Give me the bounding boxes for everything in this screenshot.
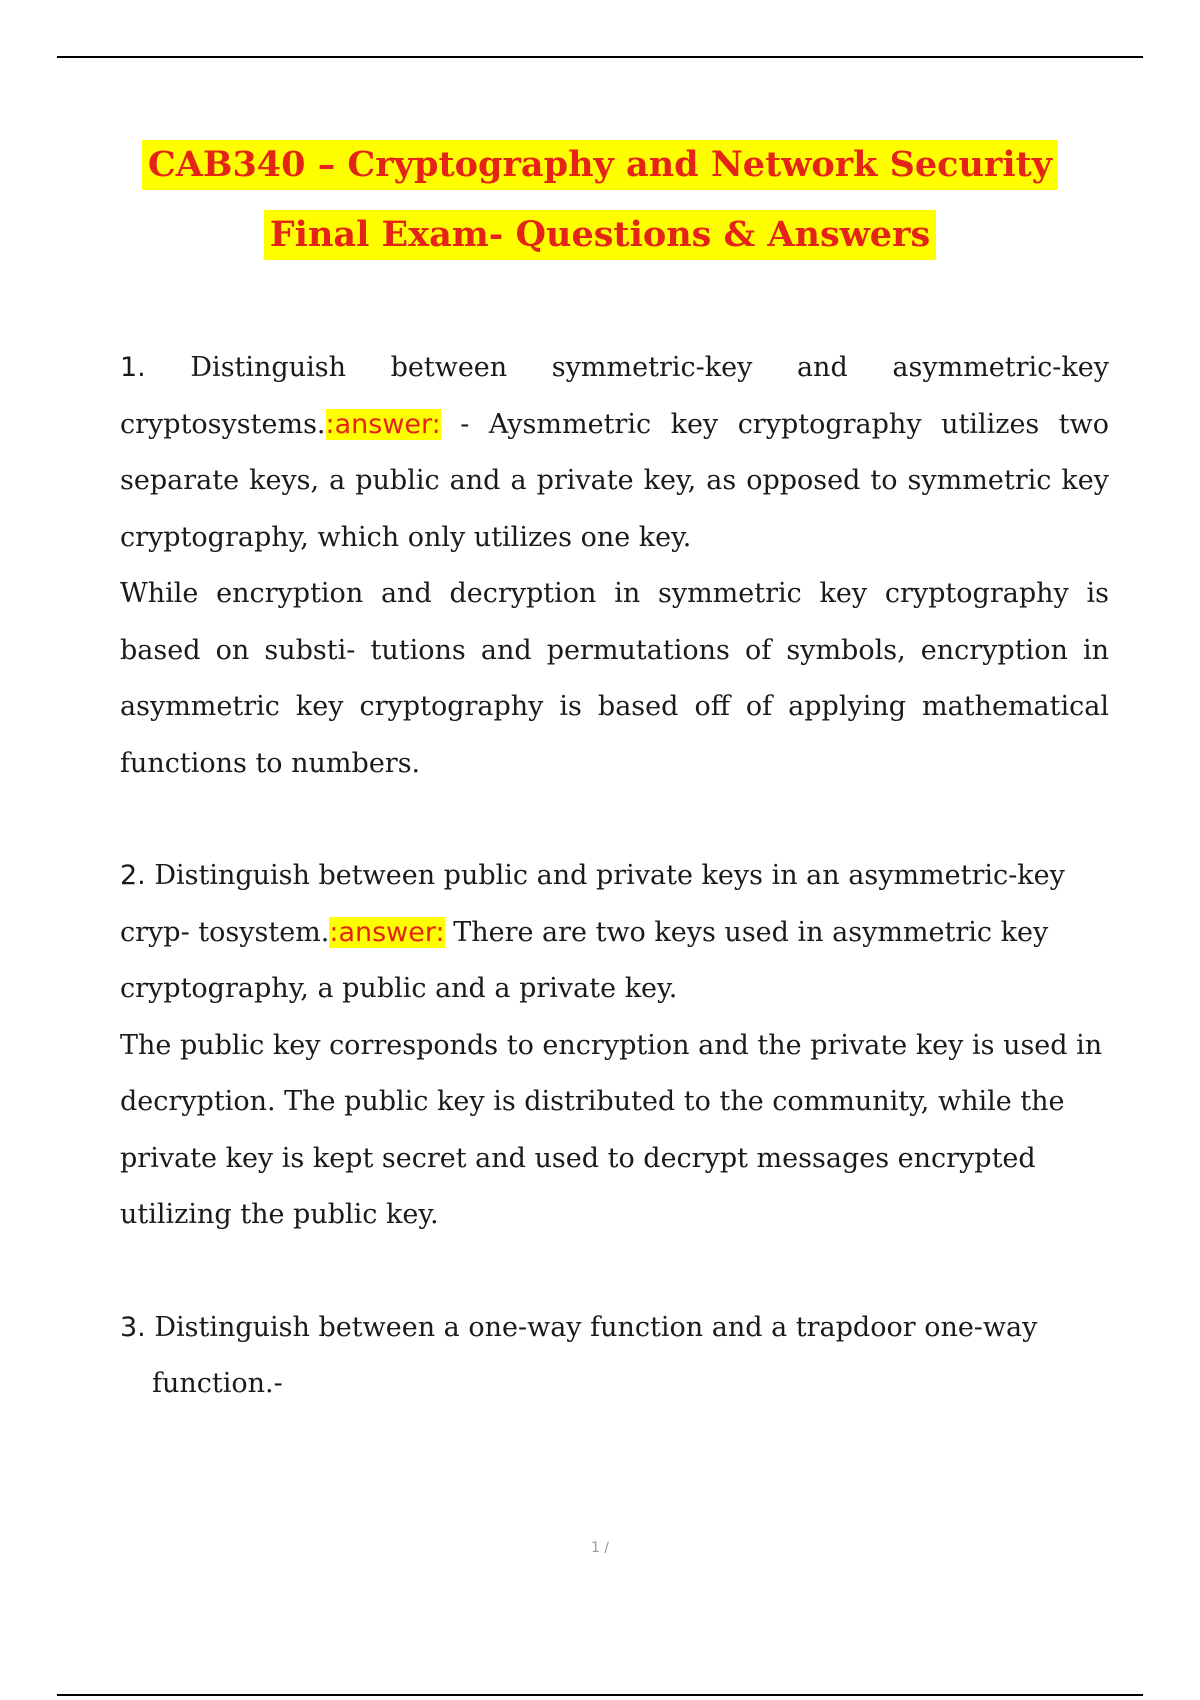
title-line-1: CAB340 – Cryptography and Network Security bbox=[142, 140, 1058, 190]
answer-label: :answer: bbox=[329, 916, 445, 948]
question-text: Distinguish between symmetric-key and asymmetric-key cryptosystems. bbox=[120, 352, 1109, 440]
question-number: 3. bbox=[120, 1311, 146, 1343]
question-3 bbox=[120, 1300, 1109, 1413]
question-text: Distinguish between public and private keys in an asymmetric-key cryp- tosystem. bbox=[120, 860, 1065, 948]
document-title bbox=[0, 140, 1200, 260]
footer-rule bbox=[57, 1694, 1143, 1696]
title-line-2: Final Exam- Questions & Answers bbox=[264, 210, 936, 260]
question-number: 1. bbox=[120, 352, 146, 383]
answer-paragraph: The public key corresponds to encryption and the private key is used in decryption. The public key is distributed to the community, while the private key is kept secret and used to decrypt messages encrypted utilizing the public key. bbox=[120, 1029, 1103, 1230]
answer-text: There are two keys used in asymmetric key cryptography, a public and a private key. bbox=[120, 916, 1049, 1004]
answer-label: :answer: bbox=[325, 408, 441, 440]
page-number: 1 / bbox=[590, 1540, 610, 1556]
question-2 bbox=[120, 848, 1109, 1018]
answer-paragraph: While encryption and decryption in symmetric key cryptography is based on substi- tutions and permutations of symbols, encryption in asymmetric key cryptography is based off of applying mathematical functions to numbers. bbox=[120, 578, 1109, 779]
answer-text: - Aysmmetric key cryptography utilizes two separate keys, a public and a private key, as opposed to symmetric key cryptography, which only utilizes one key. bbox=[120, 408, 1109, 553]
question-1 bbox=[120, 340, 1109, 566]
question-text: Distinguish between a one-way function and a trapdoor one-way function.- bbox=[152, 1311, 1038, 1399]
document-body bbox=[120, 340, 1109, 1413]
header-rule bbox=[57, 56, 1143, 58]
question-number: 2. bbox=[120, 860, 146, 891]
